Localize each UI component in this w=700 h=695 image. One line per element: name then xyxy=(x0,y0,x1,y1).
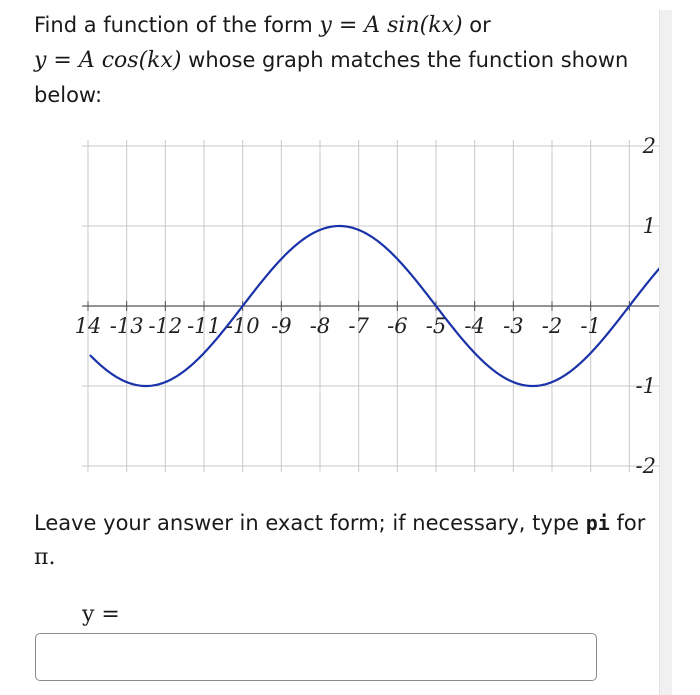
tick-labels xyxy=(75,134,656,475)
y-tick-label: 2 xyxy=(642,134,656,158)
answer-input[interactable] xyxy=(35,633,597,681)
x-tick-label: 14 xyxy=(74,314,102,338)
axes xyxy=(82,146,670,466)
x-tick-label: -2 xyxy=(541,314,563,338)
question-part1: Find a function of the form xyxy=(34,13,320,37)
x-tick-label: -1 xyxy=(580,314,601,338)
form-sin: y = A sin(kx) xyxy=(319,13,463,38)
x-tick-label: -9 xyxy=(271,314,292,338)
x-tick-label: -5 xyxy=(425,314,447,338)
x-tick-label: -8 xyxy=(309,314,331,338)
y-tick-label: 1 xyxy=(642,214,656,238)
x-tick-label: -3 xyxy=(503,314,524,338)
x-tick-label: -11 xyxy=(187,314,221,338)
x-tick-label: -12 xyxy=(148,314,183,338)
instructions-text xyxy=(34,506,664,575)
function-graph xyxy=(0,130,672,475)
x-tick-label: -6 xyxy=(387,314,408,338)
instructions-after-code: for xyxy=(609,511,646,535)
answer-label: y = xyxy=(82,602,120,627)
x-tick-label: -13 xyxy=(109,314,144,338)
pi-symbol: π. xyxy=(34,545,56,570)
form-cos: y = A cos(kx) xyxy=(34,48,182,73)
question-part2: whose graph matches the function shown below: xyxy=(34,48,629,107)
instructions-main: Leave your answer in exact form; if necessary, type xyxy=(34,511,586,535)
x-tick-label: -4 xyxy=(464,314,485,338)
y-tick-label: -1 xyxy=(635,374,656,398)
y-tick-label: -2 xyxy=(635,454,656,475)
pi-code: pi xyxy=(585,511,610,535)
scrollbar[interactable] xyxy=(659,10,672,695)
question-text xyxy=(34,8,654,113)
question-or: or xyxy=(462,13,491,37)
x-tick-label: -7 xyxy=(348,314,369,338)
x-tick-label: -10 xyxy=(225,314,260,338)
